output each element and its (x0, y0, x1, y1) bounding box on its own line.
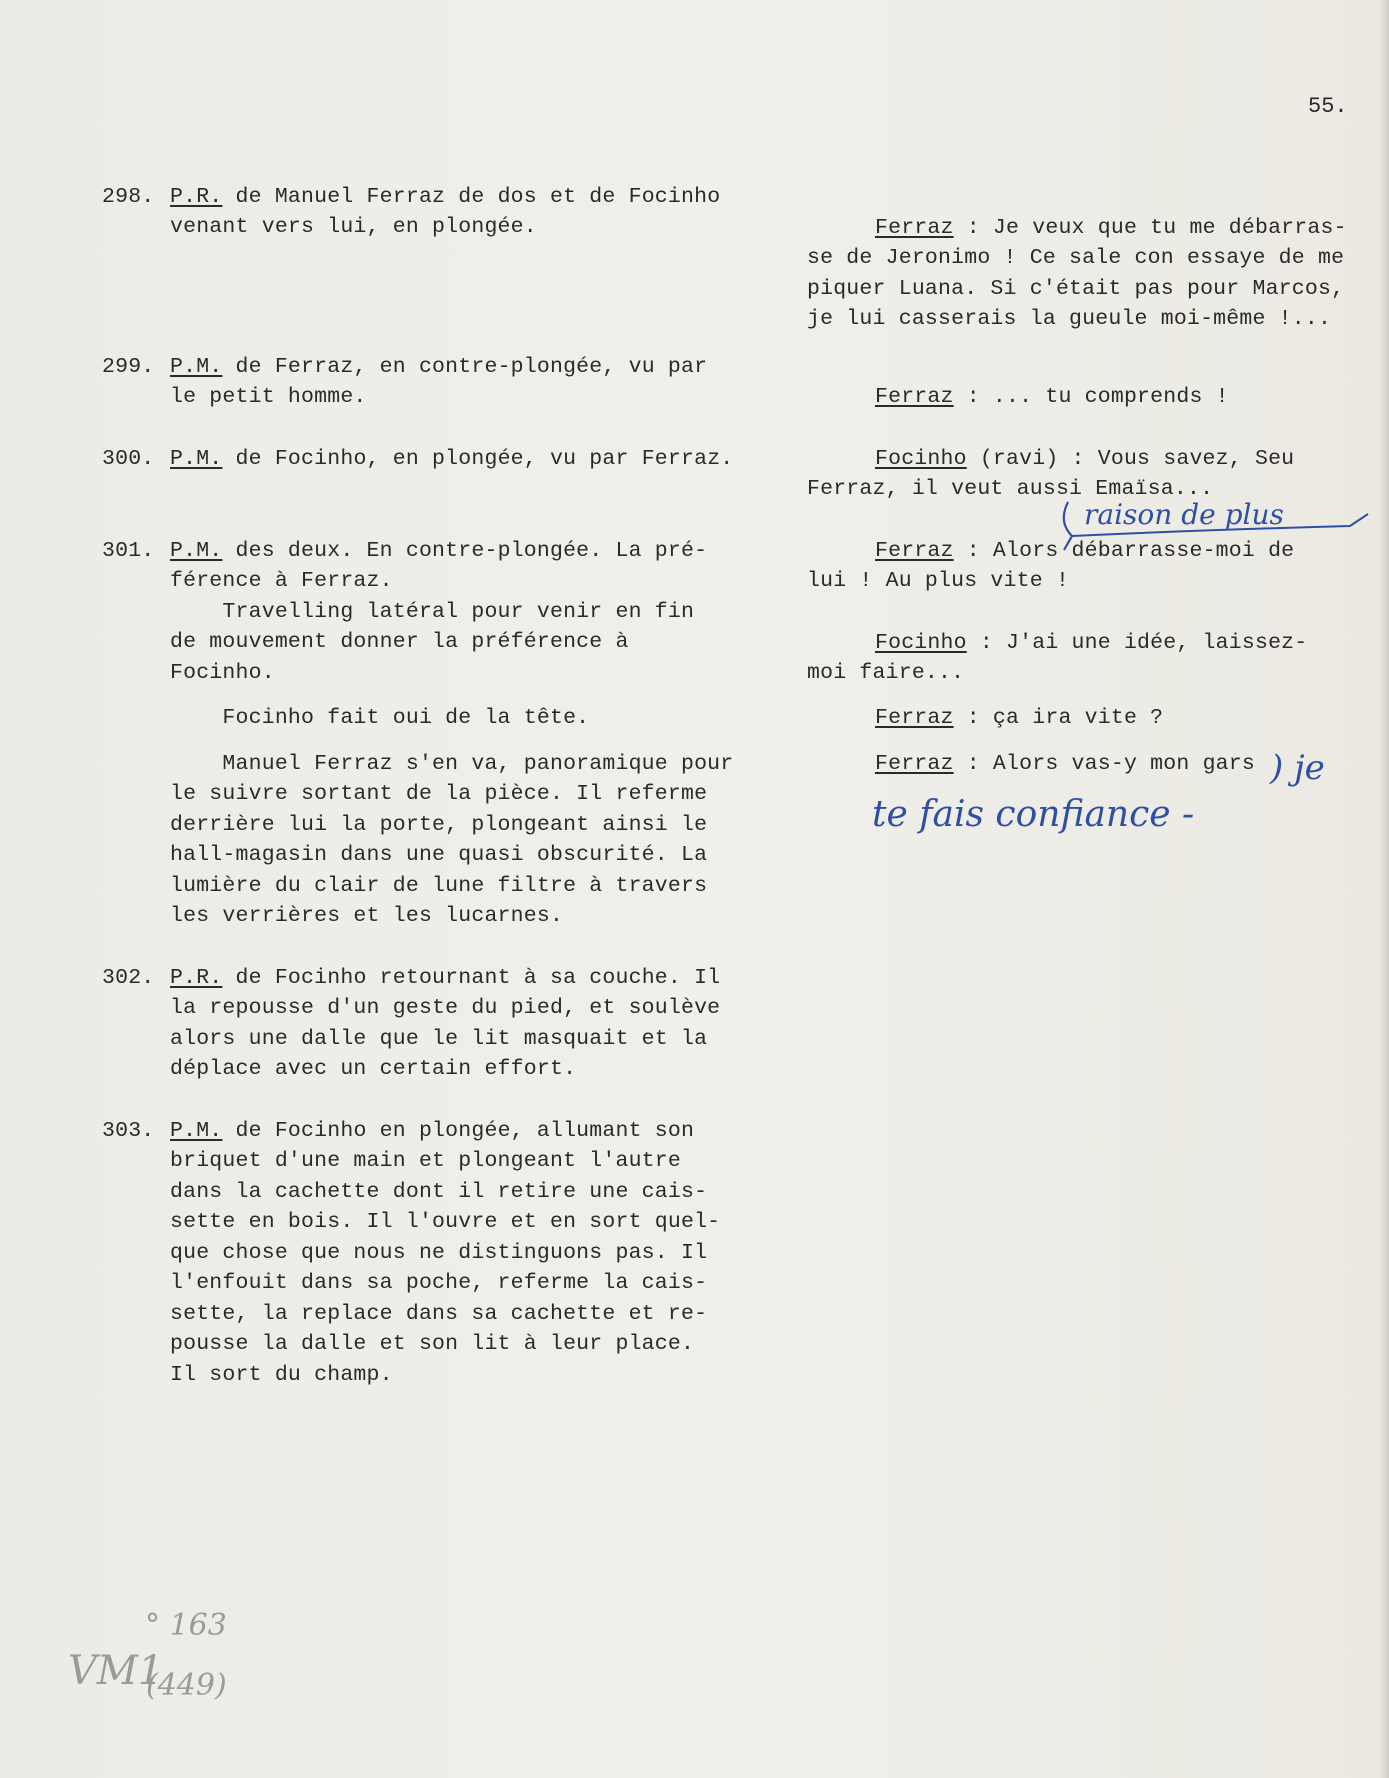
speaker-name: Ferraz (875, 216, 954, 240)
speaker-name: Ferraz (875, 706, 954, 730)
shot-description-line: que chose que nous ne distinguons pas. Il (170, 1241, 708, 1265)
dialogue-line: lui ! Au plus vite ! (807, 569, 1070, 593)
shot-description-line: l'enfouit dans sa poche, referme la cais- (170, 1271, 708, 1295)
shot-description-line: férence à Ferraz. (170, 569, 393, 593)
shot-description-line: la repousse d'un geste du pied, et soulève (170, 996, 721, 1020)
dialogue-line: Focinho (ravi) : Vous savez, Seu (875, 447, 1295, 471)
shot-size-abbreviation: P.R. (170, 966, 223, 990)
shot-description-line: sette, la replace dans sa cachette et re- (170, 1302, 708, 1326)
shot-description-line: briquet d'une main et plongeant l'autre (170, 1149, 681, 1173)
shot-number: 300. (102, 447, 155, 471)
shot-description-line: déplace avec un certain effort. (170, 1057, 577, 1081)
shot-number: 302. (102, 966, 155, 990)
shot-description-line: sette en bois. Il l'ouvre et en sort quel- (170, 1210, 721, 1234)
shot-description-line: Focinho. (170, 661, 275, 685)
shot-number: 303. (102, 1119, 155, 1143)
shot-description-line: P.R. de Focinho retournant à sa couche. Il (170, 966, 721, 990)
page-number: 55. (1308, 94, 1348, 119)
shot-description-line: Il sort du champ. (170, 1363, 393, 1387)
shot-description-line: Focinho fait oui de la tête. (170, 706, 590, 730)
speaker-name: Ferraz (875, 385, 954, 409)
dialogue-line: Ferraz : ... tu comprends ! (875, 385, 1229, 409)
speaker-name: Ferraz (875, 539, 954, 563)
shot-description-line: hall-magasin dans une quasi obscurité. La (170, 843, 708, 867)
shot-description-line: derrière lui la porte, plongeant ainsi le (170, 813, 708, 837)
shot-description-line: le suivre sortant de la pièce. Il referme (170, 782, 708, 806)
dialogue-line: Ferraz, il veut aussi Emaïsa... (807, 477, 1214, 501)
shot-description-line: le petit homme. (170, 385, 367, 409)
dialogue-line: Ferraz : ça ira vite ? (875, 706, 1164, 730)
shot-number: 301. (102, 539, 155, 563)
pencil-archive-note-ref: (449) (146, 1668, 227, 1703)
shot-description-line: P.M. de Focinho en plongée, allumant son (170, 1119, 695, 1143)
shot-description-line: alors une dalle que le lit masquait et la (170, 1027, 708, 1051)
shot-description-line: dans la cachette dont il retire une cais- (170, 1180, 708, 1204)
speaker-name: Focinho (875, 631, 967, 655)
pencil-archive-note-number: ° 163 (145, 1608, 227, 1643)
pencil-archive-note-code: VM1 (68, 1648, 164, 1694)
page-edge-shadow (1379, 0, 1389, 1778)
shot-size-abbreviation: P.M. (170, 1119, 223, 1143)
dialogue-line: Ferraz : Alors débarrasse-moi de (875, 539, 1295, 563)
shot-description-line: venant vers lui, en plongée. (170, 215, 537, 239)
speaker-name: Focinho (875, 447, 967, 471)
shot-description-line: les verrières et les lucarnes. (170, 904, 564, 928)
shot-description-line: P.M. de Ferraz, en contre-plongée, vu par (170, 355, 708, 379)
handwritten-insert-te-fais-confiance: te fais confiance - (872, 794, 1195, 835)
speaker-name: Ferraz (875, 752, 954, 776)
shot-size-abbreviation: P.M. (170, 355, 223, 379)
shot-description-line: P.R. de Manuel Ferraz de dos et de Focinho (170, 185, 721, 209)
dialogue-line: Ferraz : Alors vas-y mon gars (875, 752, 1255, 776)
shot-size-abbreviation: P.M. (170, 539, 223, 563)
shot-number: 298. (102, 185, 155, 209)
dialogue-line: Ferraz : Je veux que tu me débarras- (875, 216, 1347, 240)
handwritten-insert-raison-de-plus: raison de plus (1084, 498, 1284, 531)
dialogue-line: se de Jeronimo ! Ce sale con essaye de me (807, 246, 1345, 270)
dialogue-line: je lui casserais la gueule moi-même !... (807, 307, 1332, 331)
dialogue-line: moi faire... (807, 661, 965, 685)
shot-description-line: P.M. des deux. En contre-plongée. La pré- (170, 539, 708, 563)
shot-description-line: lumière du clair de lune filtre à travers (170, 874, 708, 898)
dialogue-line: Focinho : J'ai une idée, laissez- (875, 631, 1308, 655)
shot-description-line: P.M. de Focinho, en plongée, vu par Ferraz. (170, 447, 734, 471)
dialogue-line: piquer Luana. Si c'était pas pour Marcos, (807, 277, 1345, 301)
shot-description-line: pousse la dalle et son lit à leur place. (170, 1332, 695, 1356)
shot-description-line: Manuel Ferraz s'en va, panoramique pour (170, 752, 734, 776)
shot-number: 299. (102, 355, 155, 379)
shot-size-abbreviation: P.M. (170, 447, 223, 471)
shot-description-line: de mouvement donner la préférence à (170, 630, 629, 654)
shot-description-line: Travelling latéral pour venir en fin (170, 600, 695, 624)
shot-size-abbreviation: P.R. (170, 185, 223, 209)
handwritten-insert-je: ) je (1270, 748, 1325, 788)
